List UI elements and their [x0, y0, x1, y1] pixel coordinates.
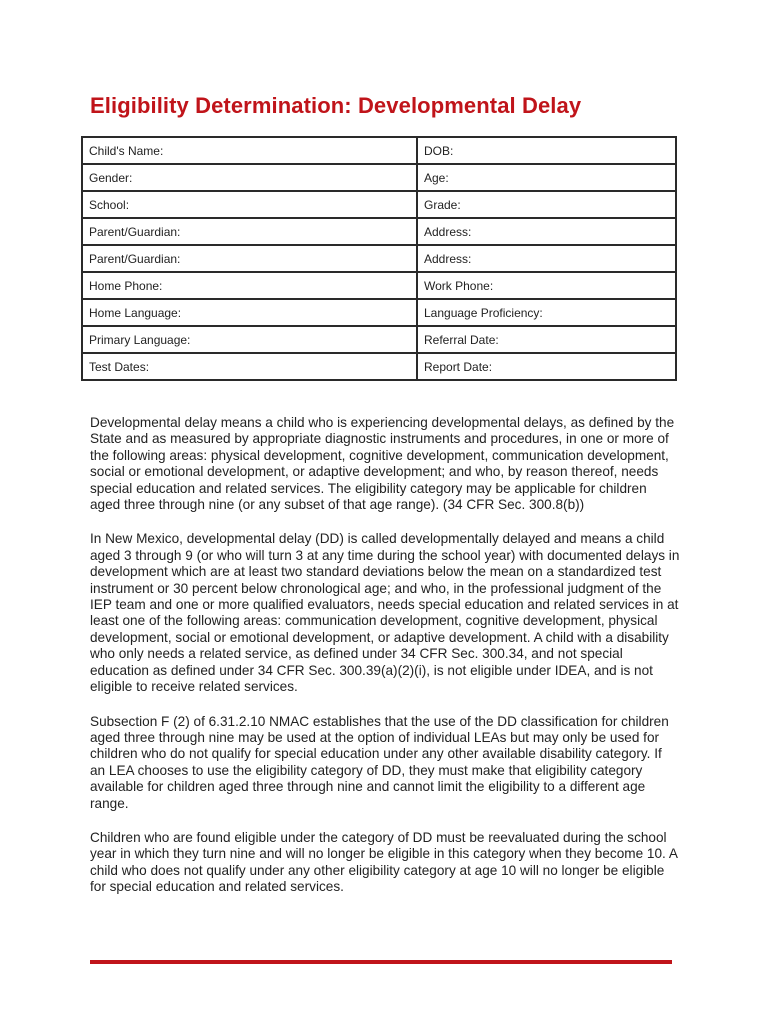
footer-divider	[90, 960, 672, 964]
table-row	[82, 326, 676, 353]
field-parent-guardian-2[interactable]: Parent/Guardian:	[82, 245, 417, 272]
field-grade[interactable]: Grade:	[417, 191, 676, 218]
field-age[interactable]: Age:	[417, 164, 676, 191]
field-language-proficiency[interactable]: Language Proficiency:	[417, 299, 676, 326]
table-row	[82, 218, 676, 245]
field-childs-name[interactable]: Child's Name:	[82, 137, 417, 164]
field-address-2[interactable]: Address:	[417, 245, 676, 272]
field-work-phone[interactable]: Work Phone:	[417, 272, 676, 299]
table-row	[82, 191, 676, 218]
field-parent-guardian-1[interactable]: Parent/Guardian:	[82, 218, 417, 245]
paragraph-definition: Developmental delay means a child who is experiencing developmental delays, as defined by the State and as measured by appropriate diagnostic instruments and procedures, in one or more of the following areas: physical development, cognitive development, communication development, social or emotional development, or adaptive development; and who, by reason thereof, needs special education and related services. The eligibility category may be applicable for children aged three through nine (or any subset of that age range). (34 CFR Sec. 300.8(b))	[90, 415, 675, 513]
page-title: Eligibility Determination: Developmental Delay	[90, 93, 582, 118]
field-test-dates[interactable]: Test Dates:	[82, 353, 417, 380]
paragraph-new-mexico: In New Mexico, developmental delay (DD) is called developmentally delayed and means a child aged 3 through 9 (or who will turn 3 at any time during the school year) with documented delays in development which are at least two standard deviations below the mean on a standardized test instrument or 30 percent below chronological age; and who, in the professional judgment of the IEP team and one or more qualified evaluators, needs special education and related services in at least one of the following areas: communication development, cognitive development, physical development, social or emotional development, or adaptive development. A child with a disability who only needs a related service, as defined under 34 CFR Sec. 300.34, and not special education as defined under 34 CFR Sec. 300.39(a)(2)(i), is not eligible under IDEA, and is not eligible to receive related services.	[90, 531, 680, 695]
field-primary-language[interactable]: Primary Language:	[82, 326, 417, 353]
field-gender[interactable]: Gender:	[82, 164, 417, 191]
table-row	[82, 137, 676, 164]
body-text	[90, 415, 680, 914]
field-home-phone[interactable]: Home Phone:	[82, 272, 417, 299]
field-report-date[interactable]: Report Date:	[417, 353, 676, 380]
paragraph-subsection-f: Subsection F (2) of 6.31.2.10 NMAC establishes that the use of the DD classification for children aged three through nine may be used at the option of individual LEAs but may only be used for children who do not qualify for special education under any other available disability category. If an LEA chooses to use the eligibility category of DD, they must make that eligibility category available for children aged three through nine and cannot limit the eligibility to a different age range.	[90, 713, 669, 811]
table-row	[82, 299, 676, 326]
student-info-table	[81, 136, 677, 381]
table-row	[82, 353, 676, 380]
table-row	[82, 272, 676, 299]
field-dob[interactable]: DOB:	[417, 137, 676, 164]
field-school[interactable]: School:	[82, 191, 417, 218]
table-row	[82, 245, 676, 272]
field-address-1[interactable]: Address:	[417, 218, 676, 245]
field-referral-date[interactable]: Referral Date:	[417, 326, 676, 353]
field-home-language[interactable]: Home Language:	[82, 299, 417, 326]
table-row	[82, 164, 676, 191]
paragraph-reevaluation: Children who are found eligible under the category of DD must be reevaluated during the school year in which they turn nine and will no longer be eligible in this category when they become 10. A child who does not qualify under any other eligibility category at age 10 will no longer be eligible for special education and related services.	[90, 829, 678, 895]
